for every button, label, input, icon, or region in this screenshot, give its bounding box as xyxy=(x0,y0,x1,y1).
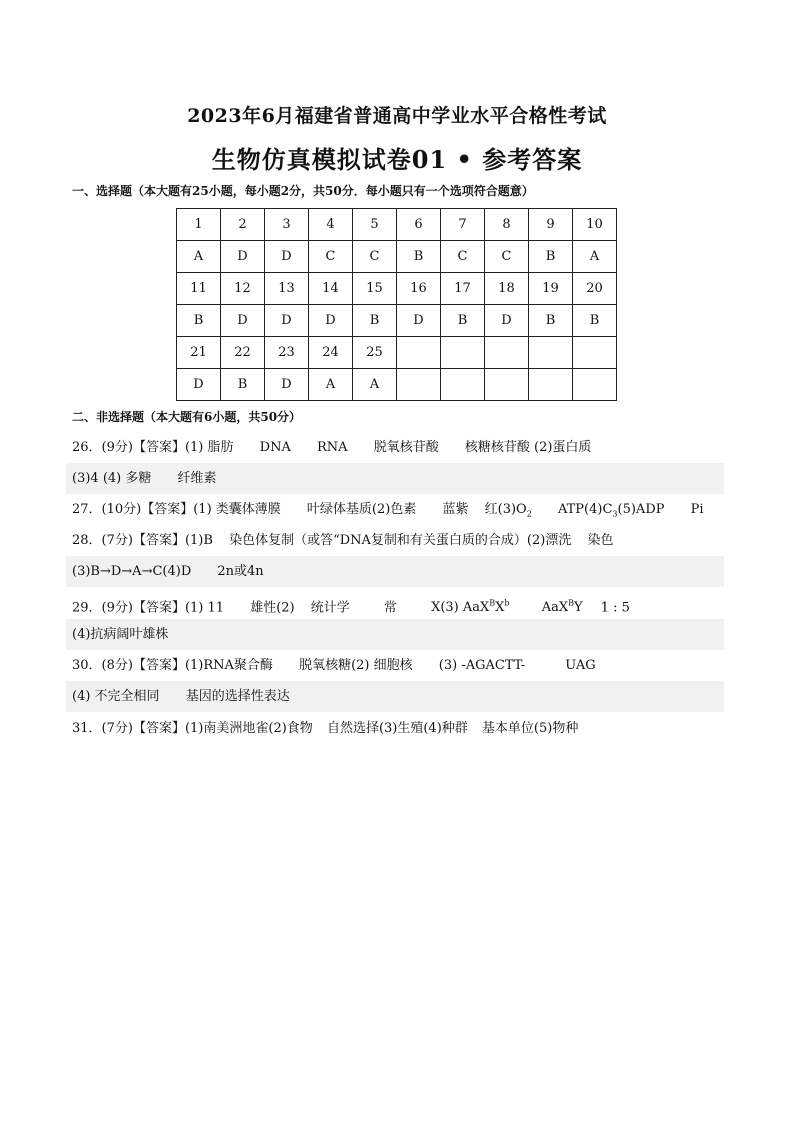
answer-text: 自然选择(3)生殖(4)种群 xyxy=(326,721,468,736)
section-multiple-choice-heading: 一、选择题（本大题有25小题，每小题2分，共50分．每小题只有一个选项符合题意） xyxy=(72,184,534,198)
section-free-response-heading: 二、非选择题（本大题有6小题，共50分） xyxy=(72,410,302,424)
answer-letter-cell: D xyxy=(221,305,265,337)
answer-29-prefix: 29．(9分)【答案】(1) 11 xyxy=(72,600,225,616)
question-number-cell: 16 xyxy=(397,273,441,305)
answer-letter-cell: D xyxy=(177,369,221,401)
answer-table-row xyxy=(177,337,617,369)
answer-30-line1 xyxy=(66,650,724,681)
answer-text: (4)抗病阔叶雄株 xyxy=(72,627,169,642)
answer-text: 蓝紫 xyxy=(442,502,469,517)
answer-27-line1 xyxy=(66,494,724,525)
question-number-cell: 22 xyxy=(221,337,265,369)
answer-31-line1 xyxy=(66,713,724,744)
answer-table-row xyxy=(177,369,617,401)
answer-text: 2n或4n xyxy=(217,564,264,579)
answer-text: 1 : 5 xyxy=(600,600,630,616)
answer-letter-cell: C xyxy=(485,241,529,273)
question-number-cell: 20 xyxy=(573,273,617,305)
answer-text: 脱氧核苷酸 xyxy=(373,440,439,455)
answer-letter-cell: B xyxy=(441,305,485,337)
answer-letter-cell: D xyxy=(221,241,265,273)
question-number-cell: 24 xyxy=(309,337,353,369)
answer-letter-cell: A xyxy=(177,241,221,273)
answer-28-line1 xyxy=(66,525,724,556)
answer-26-prefix: 26．(9分)【答案】(1) 脂肪 xyxy=(72,440,234,455)
answer-letter-cell: C xyxy=(441,241,485,273)
answer-text: 纤维素 xyxy=(177,471,217,486)
answer-letter-cell: A xyxy=(573,241,617,273)
answer-letter-cell xyxy=(485,369,529,401)
answer-29-line2 xyxy=(66,619,724,650)
question-number-cell: 9 xyxy=(529,209,573,241)
answer-text: 染色 xyxy=(587,533,614,548)
answer-27-prefix: 27．(10分)【答案】(1) 类囊体薄膜 xyxy=(72,502,281,517)
question-number-cell: 5 xyxy=(353,209,397,241)
answer-letter-cell: C xyxy=(353,241,397,273)
answer-text: 基本单位(5)物种 xyxy=(481,721,579,736)
answer-text: (3) -AGACTT- xyxy=(438,658,526,673)
answer-text: (3)B→D→A→C(4)D xyxy=(72,564,192,579)
answer-letter-cell: B xyxy=(221,369,265,401)
answer-letter-cell: C xyxy=(309,241,353,273)
answer-31-prefix: 31．(7分)【答案】(1)南美洲地雀(2)食物 xyxy=(72,721,313,736)
question-number-cell: 25 xyxy=(353,337,397,369)
document-title: 2023年6月福建省普通高中学业水平合格性考试 xyxy=(187,105,607,127)
answer-29-line1 xyxy=(66,588,724,619)
answer-table-row xyxy=(177,273,617,305)
question-number-cell: 7 xyxy=(441,209,485,241)
answer-text: 红$(3)O_2$ xyxy=(484,502,532,519)
answer-text: 核糖核苷酸 xyxy=(464,440,530,455)
question-number-cell: 1 xyxy=(177,209,221,241)
question-number-cell: 12 xyxy=(221,273,265,305)
question-number-cell: 11 xyxy=(177,273,221,305)
question-number-cell xyxy=(485,337,529,369)
answer-text: 常 xyxy=(383,600,397,616)
question-number-cell: 14 xyxy=(309,273,353,305)
answer-text: 基因的选择性表达 xyxy=(185,689,290,704)
answer-28-prefix: 28．(7分)【答案】(1)B xyxy=(72,533,213,548)
answer-table-row xyxy=(177,209,617,241)
answer-table-row xyxy=(177,241,617,273)
answer-text: DNA xyxy=(259,440,291,455)
question-number-cell xyxy=(441,337,485,369)
question-number-cell: 2 xyxy=(221,209,265,241)
answer-text: RNA xyxy=(316,440,348,455)
question-number-cell xyxy=(529,337,573,369)
answer-28-line2 xyxy=(66,556,724,587)
answer-text: 染色体复制（或答“DNA复制和有关蛋白质的合成）(2)漂洗 xyxy=(229,533,572,548)
answer-26-line1 xyxy=(66,432,724,463)
answer-letter-cell: A xyxy=(353,369,397,401)
answer-30-prefix: 30．(8分)【答案】(1)RNA聚合酶 xyxy=(72,658,273,673)
question-number-cell xyxy=(397,337,441,369)
answer-letter-cell: A xyxy=(309,369,353,401)
answer-table xyxy=(176,208,617,401)
answer-text: AaX$^B$Y xyxy=(541,599,583,616)
question-number-cell: 13 xyxy=(265,273,309,305)
answer-letter-cell: B xyxy=(529,305,573,337)
answer-text: 叶绿体基质(2)色素 xyxy=(306,502,417,517)
question-number-cell: 19 xyxy=(529,273,573,305)
question-number-cell: 18 xyxy=(485,273,529,305)
answer-letter-cell: D xyxy=(265,241,309,273)
document-subtitle: 生物仿真模拟试卷01 • 参考答案 xyxy=(211,145,583,174)
answer-letter-cell: B xyxy=(529,241,573,273)
answer-letter-cell: B xyxy=(177,305,221,337)
answer-text: $ATP(4)C_3(5)ADP$ xyxy=(557,502,665,519)
question-number-cell: 10 xyxy=(573,209,617,241)
question-number-cell: 17 xyxy=(441,273,485,305)
answer-text: 雄性(2) xyxy=(250,600,295,616)
answer-letter-cell xyxy=(441,369,485,401)
answer-text: UAG xyxy=(565,658,596,673)
answer-letter-cell: D xyxy=(265,369,309,401)
answer-letter-cell: B xyxy=(397,241,441,273)
answer-text: (2)蛋白质 xyxy=(534,440,592,455)
answer-text: (4) 不完全相同 xyxy=(72,689,160,704)
answer-text: 脱氧核糖(2) 细胞核 xyxy=(299,658,413,673)
answer-text: X(3) $AaX^BX^b$ xyxy=(431,599,510,616)
question-number-cell: 8 xyxy=(485,209,529,241)
answer-letter-cell: B xyxy=(353,305,397,337)
answer-letter-cell xyxy=(573,369,617,401)
question-number-cell: 21 xyxy=(177,337,221,369)
answer-letter-cell xyxy=(529,369,573,401)
question-number-cell xyxy=(573,337,617,369)
answer-letter-cell: D xyxy=(485,305,529,337)
answer-letter-cell: D xyxy=(309,305,353,337)
answer-26-line2 xyxy=(66,463,724,494)
answer-letter-cell: D xyxy=(397,305,441,337)
answer-letter-cell: B xyxy=(573,305,617,337)
answer-letter-cell xyxy=(397,369,441,401)
answer-text: Pi xyxy=(690,502,704,517)
answer-30-line2 xyxy=(66,681,724,712)
question-number-cell: 23 xyxy=(265,337,309,369)
answer-letter-cell: D xyxy=(265,305,309,337)
answer-text: (3)4 (4) 多糖 xyxy=(72,471,152,486)
answer-text: 统计学 xyxy=(310,600,350,616)
question-number-cell: 6 xyxy=(397,209,441,241)
answer-table-row xyxy=(177,305,617,337)
question-number-cell: 3 xyxy=(265,209,309,241)
question-number-cell: 15 xyxy=(353,273,397,305)
question-number-cell: 4 xyxy=(309,209,353,241)
